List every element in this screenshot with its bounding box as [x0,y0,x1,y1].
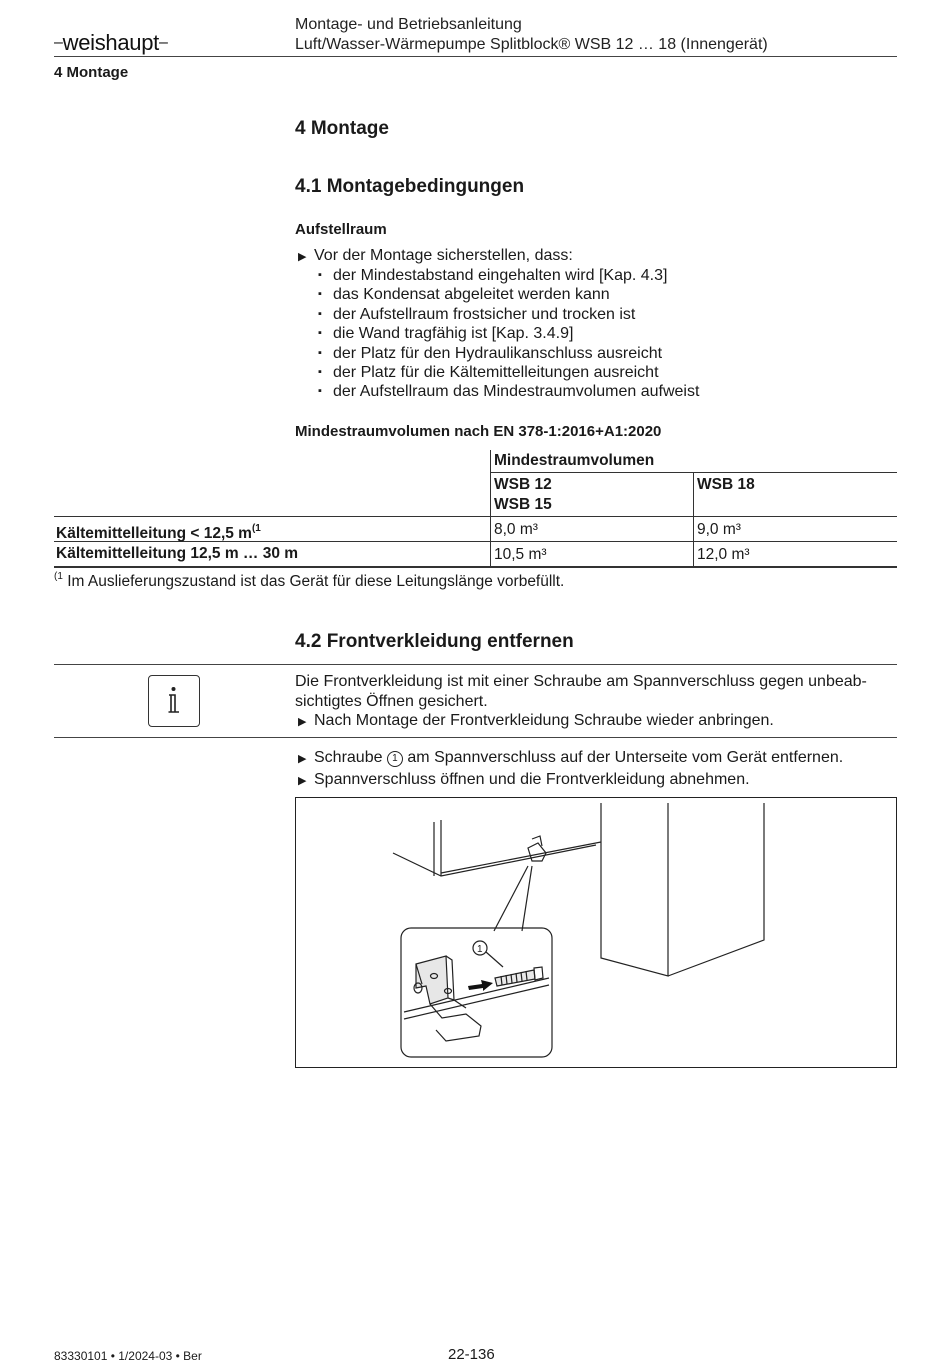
header-rule [54,56,897,57]
footer-page-number: 22-136 [448,1346,495,1363]
table-hline [490,472,897,473]
table-footnote: $^{(1}$ Im Auslieferungszustand ist das Gerät für diese Leitungslänge vorbefüllt. [54,571,565,590]
condition-list [318,266,699,402]
section-4-1-title: 4.1 Montagebedingungen [295,176,525,197]
section-4-2-title: 4.2 Frontverkleidung entfernen [295,631,574,652]
table-col-header-wsb12: WSB 12 [494,476,552,493]
footer-doc-id: 83330101 • 1/2024-03 • Ber [54,1349,202,1363]
list-item: ▪ der Aufstellraum das Mindestraumvolumen aufweist [318,382,699,401]
table-col-header-wsb15: WSB 15 [494,496,552,513]
table-cell: 9,0 m³ [697,521,741,538]
arrow-icon: ▶ [298,774,307,787]
table-cell: 12,0 m³ [697,546,750,563]
chapter-title: 4 Montage [295,118,389,139]
header-line-1: Montage- und Betriebsanleitung [295,16,522,33]
info-line-2: sichtigtes Öffnen gesichert. [295,692,488,710]
info-line-1: Die Frontverkleidung ist mit einer Schraube am Spannverschluss gegen unbeab- [295,673,867,690]
front-panel-illustration [295,797,897,1068]
instruction-lead: ▶ Vor der Montage sicherstellen, dass: [298,246,573,268]
table-row-label: Kältemittelleitung < 12,5 $m^{(1}$ [56,523,261,542]
callout-number: 1 [387,751,403,767]
arrow-icon: ▶ [298,716,307,728]
list-item: ▪ der Aufstellraum frostsicher und trocken ist [318,305,699,324]
arrow-icon: ▶ [298,753,307,765]
info-icon [148,675,200,727]
list-item: ▪ der Platz für die Kältemittelleitungen ausreicht [318,363,699,382]
section-label: 4 Montage [54,64,129,81]
table-hline [54,566,897,568]
info-note [295,672,895,733]
list-item: ▪ der Platz für den Hydraulikanschluss ausreicht [318,344,699,363]
list-item: ▪ das Kondensat abgeleitet werden kann [318,285,699,304]
weishaupt-logo: –weishaupt– [54,30,168,55]
illustration-svg [296,798,895,1066]
table-hline [54,516,897,517]
table-cell: 8,0 m³ [494,521,538,538]
arrow-icon: ▶ [298,251,307,263]
subheading-aufstellraum: Aufstellraum [295,221,387,238]
table-col-header-wsb18: WSB 18 [697,476,755,493]
table-title: Mindestraumvolumen nach EN 378-1:2016+A1:2020 [295,423,662,440]
info-step: ▶ Nach Montage der Frontverkleidung Schraube wieder anbringen. [295,711,895,733]
step-1: ▶ Schraube 1 am Spannverschluss auf der Unterseite vom Gerät entfernen. [298,748,843,770]
table-vline [490,450,491,567]
removal-steps [298,748,843,791]
table-row-label: Kältemittelleitung 12,5 m … 30 m [56,545,299,562]
callout-1-label: 1 [477,944,483,955]
table-vline [693,472,694,567]
step-2: ▶ Spannverschluss öffnen und die Frontverkleidung abnehmen. [298,770,843,792]
footnote-marker: (1 [251,523,261,534]
list-item: ▪ die Wand tragfähig ist [Kap. 3.4.9] [318,324,699,343]
list-item: ▪ der Mindestabstand eingehalten wird [Kap. 4.3] [318,266,699,285]
header-line-2: Luft/Wasser-Wärmepumpe Splitblock® WSB 12 … 18 (Innengerät) [295,36,768,53]
table-group-header: Mindestraumvolumen [494,452,655,469]
header-text [295,15,768,55]
info-rule-bottom [54,737,897,738]
table-cell: 10,5 m³ [494,546,547,563]
info-rule-top [54,664,897,665]
